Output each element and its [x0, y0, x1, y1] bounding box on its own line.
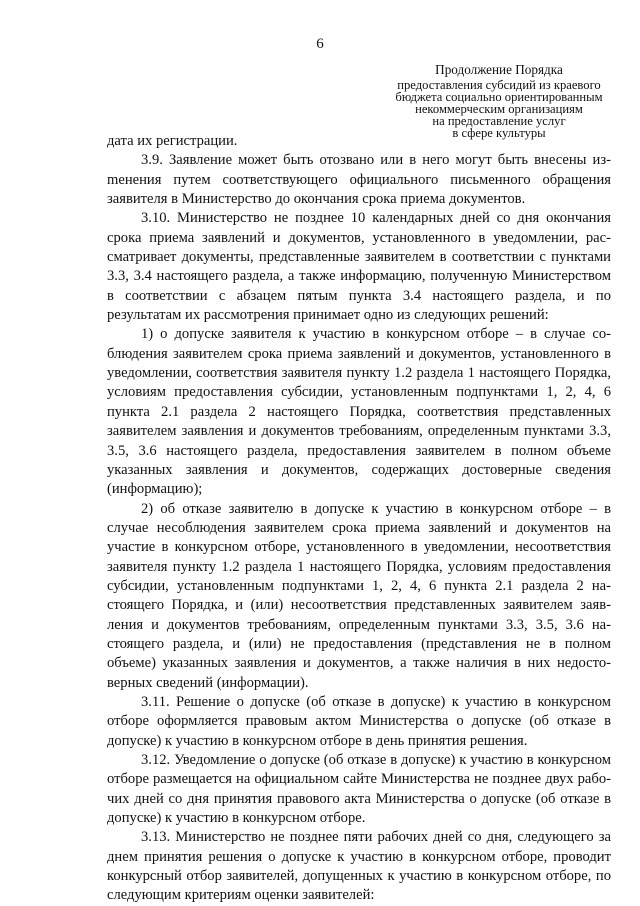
body-text	[107, 132, 611, 906]
paragraph: 3.13. Министерство не позднее пяти рабочих дней со дня, следующего за днем принятия решения о допуске к участию в конкурсном отборе, проводит конкурсный отбор заявителей, допущенных к участию в конкурсном отборе, по следующим критериям оценки заявителей:	[107, 829, 611, 904]
page-number: 6	[316, 36, 324, 52]
header-line: предоставления субсидий из краевого	[397, 78, 601, 92]
paragraph: дата их регистрации.	[107, 133, 238, 149]
header-line: бюджета социально ориентированным	[395, 90, 603, 104]
header-block	[384, 62, 614, 139]
paragraph: 2) об отказе заявителю в допуске к участию в конкурсном отборе – в случае несоблюдения заявителем срока приема заявлений и документов на участие в конкурсном отборе, установленного в уведомлении, несоответствия заявителя пункту 1.2 раздела 1 настоящего Порядка, условиям предоставления субсидии, установленным подпунктами 1, 2, 4, 6 пункта 2.1 раздела 2 настоящего Порядка, и (или) несоответствия представленных заявителем заявления и документов требованиям, определенным пунктами 3.3, 3.5, 3.6 настоящего раздела, и (или) не предоставления (представления не в полном объеме) указанных заявления и документов, а также наличия в них недостоверных сведений (информации).	[107, 500, 611, 691]
paragraph: 3.11. Решение о допуске (об отказе в допуске) к участию в конкурсном отборе оформляется правовым актом Министерства о допуске (об отказе в допуске) к участию в конкурсном отборе в день принятия решения.	[107, 693, 611, 749]
header-line: на предоставление услуг	[432, 114, 566, 128]
paragraph: 1) о допуске заявителя к участию в конкурсном отборе – в случае соблюдения заявителем срока приема заявлений и документов, установленного в уведомлении, соответствия заявителя пункту 1.2 раздела 1 настоящего Порядка, условиям предоставления субсидии, установленным подпунктами 1, 2, 4, 6 пункта 2.1 раздела 2 настоящего Порядка, соответствия представленных заявителем заявления и документов требованиям, определенным пунктами 3.3, 3.5, 3.6 настоящего раздела, предоставления заявителем в полном объеме указанных заявления и документов, содержащих достоверные сведения (информацию);	[107, 326, 611, 498]
paragraph: 3.10. Министерство не позднее 10 календарных дней со дня окончания срока приема заявлений и документов, установленного в уведомлении, рассматривает документы, представленные заявителем в соответствии с пунктами 3.3, 3.4 настоящего раздела, а также информацию, полученную Министерством в соответствии с абзацем пятым пункта 3.4 настоящего раздела, и по результатам их рассмотрения принимает одно из следующих решений:	[107, 210, 611, 324]
header-line: некоммерческим организациям	[415, 102, 583, 116]
header-line: в сфере культуры	[452, 126, 546, 140]
paragraph: 3.9. Заявление может быть отозвано или в него могут быть внесены изmенения путем соответствующего официального письменного обращения заявителя в Министерство до окончания срока приема документов.	[107, 152, 611, 208]
paragraph: 3.12. Уведомление о допуске (об отказе в допуске) к участию в конкурсном отборе размещается на официальном сайте Министерства не позднее двух рабочих дней со дня принятия правового акта Министерства о допуске (об отказе в допуске) к участию в конкурсном отборе.	[107, 752, 611, 827]
header-title: Продолжение Порядка	[435, 62, 563, 77]
